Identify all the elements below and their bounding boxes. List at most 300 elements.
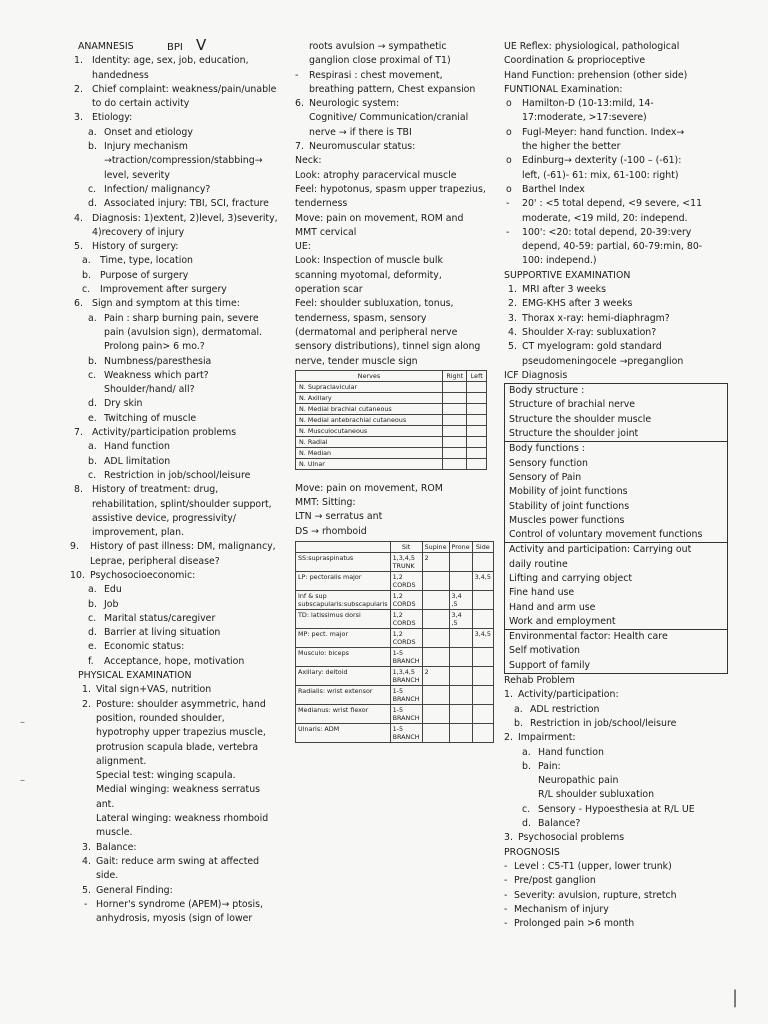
list-item-text: 17:moderate, >17:severe) (522, 112, 647, 124)
handwritten-mark: V (196, 36, 207, 54)
text-line: DS → rhomboid (295, 525, 367, 537)
left-cell (467, 436, 487, 447)
icf-section (505, 384, 727, 442)
mmt-cell (422, 724, 449, 743)
list-marker: e. (88, 412, 97, 424)
icf-item: Mobility of joint functions (509, 486, 628, 498)
right-cell (443, 414, 467, 425)
list-item-text: Pre/post ganglion (514, 875, 596, 887)
list-item-text: Weakness which part? (104, 369, 209, 381)
list-item-text: Prolonged pain >6 month (514, 918, 635, 930)
list-marker: b. (522, 760, 531, 772)
text-line: scanning myotomal, deformity, (295, 269, 442, 281)
list-marker: - (504, 903, 508, 915)
mmt-cell: 1,2 CORDS (390, 591, 422, 610)
icf-item: Structure of brachial nerve (509, 399, 636, 411)
list-item-text: hypotrophy upper trapezius muscle, (96, 727, 266, 739)
list-item-text: Activity/participation: (518, 689, 619, 701)
list-item (68, 83, 280, 112)
icf-section (505, 630, 727, 673)
list-marker: c. (82, 284, 91, 296)
list-marker: d. (522, 818, 531, 830)
list-item (68, 254, 280, 268)
mmt-cell (422, 610, 449, 629)
text-line: tenderness, spasm, sensory (295, 312, 427, 324)
table-row (296, 648, 494, 667)
left-cell (467, 414, 487, 425)
list-item-text: Numbness/paresthesia (104, 355, 212, 367)
list-item-text: EMG-KHS after 3 weeks (522, 298, 633, 310)
icf-item: Muscles power functions (509, 514, 625, 526)
list-item-text: ADL limitation (104, 455, 171, 467)
list-item-text: level, severity (104, 169, 170, 181)
text-line: UE Reflex: physiological, pathological (504, 41, 680, 52)
list-marker: c. (88, 612, 97, 624)
list-marker: 2. (82, 698, 91, 710)
list-item-text: History of treatment: drug, (92, 484, 219, 496)
mmt-cell (472, 610, 493, 629)
list-marker: 9. (70, 541, 79, 553)
list-item-text: Edu (104, 584, 122, 596)
list-item-text: Balance: (96, 841, 137, 853)
right-cell (443, 458, 467, 469)
icf-item: Sensory function (509, 457, 588, 469)
icf-item: Fine hand use (509, 587, 575, 599)
list-item (68, 183, 280, 197)
list-item (504, 731, 726, 745)
list-marker: 6. (74, 298, 83, 310)
list-item (504, 183, 726, 197)
list-item (68, 469, 280, 483)
list-item-text: Diagnosis: 1)extent, 2)level, 3)severity, (92, 212, 278, 224)
text-line: UE: (295, 241, 311, 253)
text-line: Move: pain on movement, ROM and (295, 212, 464, 224)
list-item (68, 111, 280, 125)
list-item-text: Posture: shoulder asymmetric, hand (96, 698, 266, 710)
mmt-cell (472, 724, 493, 743)
list-item-text: Purpose of surgery (100, 269, 189, 281)
list-marker: b. (88, 455, 97, 467)
column-anamnesis (68, 40, 280, 926)
text-line: Rehab Problem (504, 675, 575, 687)
table-row (296, 425, 487, 436)
text-line: Neck: (295, 155, 322, 167)
table-row (296, 610, 494, 629)
text-line: Move: pain on movement, ROM (295, 482, 443, 494)
list-item-text: Gait: reduce arm swing at affected (96, 855, 260, 867)
mmt-cell: Musculo: biceps (296, 648, 391, 667)
icf-item: Hand and arm use (509, 601, 596, 613)
list-item (504, 831, 726, 845)
list-item (504, 283, 726, 297)
list-item-text: the higher the better (522, 141, 621, 153)
list-item (504, 803, 726, 817)
list-marker: a. (88, 126, 97, 138)
table-row (296, 667, 494, 686)
mmt-cell: Inf & sup subscapularis:subscapularis (296, 591, 391, 610)
list-marker: a. (88, 584, 97, 596)
list-item (68, 412, 280, 426)
list-item (504, 154, 726, 183)
list-item (504, 903, 726, 917)
mmt-cell (449, 648, 472, 667)
text-line: Look: atrophy paracervical muscle (295, 169, 457, 181)
page-title: BPI (167, 42, 183, 53)
mmt-table (295, 541, 494, 743)
list-item-text: Associated injury: TBI, SCI, fracture (104, 198, 269, 210)
icf-diagnosis-box (504, 383, 728, 674)
list-item (504, 340, 726, 369)
nerve-name: N. Musculocutaneous (296, 425, 443, 436)
list-item-text: moderate, <19 mild, 20: independ. (522, 212, 688, 224)
list-item (68, 283, 280, 297)
mmt-cell (472, 686, 493, 705)
list-marker: - (506, 198, 510, 210)
list-item-text: Pain: (538, 760, 561, 772)
list-item (68, 212, 280, 241)
list-marker: - (504, 860, 508, 872)
mmt-cell (449, 705, 472, 724)
list-item-text: 20' : <5 total depend, <9 severe, <11 (522, 198, 703, 210)
table-row (296, 553, 494, 572)
list-item (504, 197, 726, 226)
list-marker: 1. (82, 684, 91, 696)
table-row (296, 381, 487, 392)
icf-item: Body functions : (509, 443, 585, 455)
text-line: operation scar (295, 284, 363, 296)
list-item-text: Acceptance, hope, motivation (104, 655, 245, 667)
list-item-text: Improvement after surgery (100, 284, 227, 296)
list-item-text: Sensory - Hypoesthesia at R/L UE (538, 803, 695, 815)
list-item (504, 297, 726, 311)
mmt-table-header (296, 542, 494, 553)
left-cell (467, 458, 487, 469)
mmt-cell: 3,4,5 (472, 629, 493, 648)
mmt-cell: 2 (422, 667, 449, 686)
list-item-text: Time, type, location (100, 255, 194, 267)
list-marker: a. (514, 703, 523, 715)
mmt-cell (472, 591, 493, 610)
list-item-text: Marital status/caregiver (104, 612, 216, 624)
list-item-text: Infection/ malignancy? (104, 183, 211, 195)
list-item (504, 688, 726, 702)
table-row (296, 414, 487, 425)
list-item-text: History of surgery: (92, 241, 179, 253)
mmt-cell: 1,3,4,5 TRUNK (390, 553, 422, 572)
mmt-cell: 3,4,5 (472, 572, 493, 591)
list-item-text: Onset and etiology (104, 126, 193, 138)
right-cell (443, 447, 467, 458)
margin-mark: | (732, 987, 739, 1008)
mmt-cell: 1,2 CORDS (390, 629, 422, 648)
mmt-cell (422, 648, 449, 667)
list-marker: 8. (74, 484, 83, 496)
list-marker: - (504, 889, 508, 901)
text-line: FUNTIONAL Examination: (504, 83, 623, 95)
mmt-col-header: Side (472, 542, 493, 553)
list-marker: 3. (504, 832, 513, 844)
mmt-cell (449, 553, 472, 572)
list-marker: f. (88, 655, 94, 667)
list-item-text: anhydrosis, myosis (sign of lower (96, 913, 253, 925)
list-marker: a. (522, 746, 531, 758)
list-item-text: General Finding: (96, 884, 173, 896)
list-marker: d. (88, 398, 97, 410)
list-item-text: nerve → if there is TBI (309, 126, 412, 138)
list-item-text: left, (-61)- 61: mix, 61-100: right) (522, 169, 679, 181)
list-item (295, 40, 495, 69)
list-item (504, 760, 726, 803)
list-item-text: muscle. (96, 827, 133, 839)
list-item-text: pseudomeningocele →preganglion (522, 355, 684, 367)
text-line: PROGNOSIS (504, 846, 560, 858)
table-row (296, 629, 494, 648)
list-item (68, 269, 280, 283)
icf-item: Stability of joint functions (509, 500, 630, 512)
list-marker: d. (88, 198, 97, 210)
list-item-text: Barthel Index (522, 183, 585, 195)
mmt-cell: 1,2 CORDS (390, 572, 422, 591)
list-item (68, 397, 280, 411)
list-item-text: Barrier at living situation (104, 627, 221, 639)
list-marker: - (84, 898, 88, 910)
mmt-cell (472, 648, 493, 667)
text-line: MMT: Sitting: (295, 497, 356, 509)
list-marker: b. (514, 717, 523, 729)
mmt-cell: 1-5 BRANCH (390, 686, 422, 705)
text-line: tenderness (295, 198, 348, 210)
nerve-name: N. Ulnar (296, 458, 443, 469)
mmt-cell: 1-5 BRANCH (390, 648, 422, 667)
list-item (504, 312, 726, 326)
list-item-text: Injury mechanism (104, 141, 188, 153)
mmt-cell: Radialis: wrist extensor (296, 686, 391, 705)
list-item-text: Sign and symptom at this time: (92, 298, 240, 310)
list-item-text: improvement, plan. (92, 527, 185, 539)
table-row (296, 436, 487, 447)
mmt-cell (472, 667, 493, 686)
mmt-cell (449, 629, 472, 648)
list-item (504, 226, 726, 269)
list-item (68, 698, 280, 841)
list-marker: 5. (508, 341, 517, 353)
list-item-text: Hamilton-D (10-13:mild, 14- (522, 98, 654, 110)
list-marker: 1. (508, 284, 517, 296)
right-cell (443, 381, 467, 392)
list-item (504, 97, 726, 126)
list-item (68, 583, 280, 597)
list-item (68, 540, 280, 569)
left-cell (467, 381, 487, 392)
right-cell (443, 425, 467, 436)
mmt-cell: 3,4 ,5 (449, 591, 472, 610)
list-item (68, 297, 280, 311)
list-item-text: CT myelogram: gold standard (522, 341, 662, 353)
list-marker: o (506, 98, 512, 110)
icf-item: Structure the shoulder muscle (509, 413, 652, 425)
list-item-text: Identity: age, sex, job, education, (92, 55, 249, 67)
list-marker: 7. (295, 141, 304, 153)
list-item (68, 626, 280, 640)
list-item (68, 898, 280, 927)
list-item-text: breathing pattern, Chest expansion (309, 83, 476, 95)
list-item (68, 640, 280, 654)
list-marker: 1. (504, 689, 513, 701)
list-marker: b. (88, 598, 97, 610)
functional-exam-text (504, 40, 726, 383)
text-line: ICF Diagnosis (504, 369, 568, 381)
list-item (68, 855, 280, 884)
mmt-cell (472, 705, 493, 724)
list-item (504, 703, 726, 717)
list-item (68, 140, 280, 183)
list-item (68, 655, 280, 669)
list-item-text: Economic status: (104, 641, 185, 653)
list-item-text: ADL restriction (530, 703, 600, 715)
text-line: Coordination & proprioceptive (504, 55, 646, 67)
list-marker: - (295, 69, 299, 81)
list-item-text: 100: independ.) (522, 255, 597, 267)
list-item (68, 683, 280, 697)
list-marker: 4. (74, 212, 83, 224)
list-marker: 3. (82, 841, 91, 853)
list-item (504, 126, 726, 155)
left-cell (467, 403, 487, 414)
icf-item: Support of family (509, 659, 590, 671)
list-item (504, 889, 726, 903)
list-item-text: to do certain activity (92, 98, 190, 110)
list-item-text: Respirasi : chest movement, (309, 69, 443, 81)
mmt-cell: LP: pectoralis major (296, 572, 391, 591)
list-item-text: Neurologic system: (309, 98, 400, 110)
list-item-text: Prolong pain> 6 mo.? (104, 341, 205, 353)
nerve-name: N. Axillary (296, 392, 443, 403)
list-marker: a. (88, 312, 97, 324)
mmt-cell: 3,4 ,5 (449, 610, 472, 629)
list-item-text: Edinburg→ dexterity (-100 – (-61): (522, 155, 682, 167)
list-item (68, 54, 280, 83)
list-item (68, 240, 280, 254)
list-item (68, 841, 280, 855)
list-item-text: Cognitive/ Communication/cranial (309, 112, 469, 124)
text-line: SUPPORTIVE EXAMINATION (504, 269, 631, 281)
list-item-text: rehabilitation, splint/shoulder support, (92, 498, 272, 510)
list-item-text: Neuropathic pain (538, 775, 619, 787)
left-cell (467, 425, 487, 436)
mmt-cell: 1-5 BRANCH (390, 705, 422, 724)
list-item (504, 874, 726, 888)
icf-item: Activity and participation: Carrying out (509, 544, 692, 556)
list-item-text: →traction/compression/stabbing→ (104, 155, 263, 167)
mmt-cell (449, 572, 472, 591)
nerve-name: N. Radial (296, 436, 443, 447)
text-line: nerve, tender muscle sign (295, 355, 418, 367)
list-marker: e. (88, 641, 97, 653)
table-row (296, 447, 487, 458)
list-item (68, 369, 280, 398)
list-item-text: Hand function (104, 441, 170, 453)
mmt-col-header: Supine (422, 542, 449, 553)
list-item-text: Shoulder X-ray: subluxation? (522, 326, 657, 338)
list-item-text: 100': <20: total depend, 20-39:very (522, 226, 692, 238)
neuro-exam-text (295, 40, 495, 369)
text-line: sensory distributions), tinnel sign along (295, 341, 481, 353)
icf-item: daily routine (509, 558, 568, 570)
mmt-cell: 2 (422, 553, 449, 572)
list-item-text: Horner's syndrome (APEM)→ ptosis, (96, 898, 264, 910)
table-row (296, 392, 487, 403)
list-item-text: Thorax x-ray: hemi-diaphragm? (522, 312, 670, 324)
text-line: Feel: shoulder subluxation, tonus, (295, 298, 454, 310)
list-marker: 2. (74, 83, 83, 95)
margin-mark: – (20, 775, 25, 786)
list-item (504, 717, 726, 731)
mmt-cell: TD: latissimus dorsi (296, 610, 391, 629)
list-item (504, 817, 726, 831)
mmt-cell: 1,2 CORDS (390, 610, 422, 629)
nerve-name: N. Supraclavicular (296, 381, 443, 392)
list-item-text: MRI after 3 weeks (522, 284, 606, 296)
mmt-cell: Medianus: wrist flexor (296, 705, 391, 724)
text-line: Feel: hypotonus, spasm upper trapezius, (295, 183, 486, 195)
list-item (68, 455, 280, 469)
icf-item: Sensory of Pain (509, 471, 582, 483)
nerve-name: N. Median (296, 447, 443, 458)
list-marker: b. (88, 355, 97, 367)
text-line: MMT cervical (295, 226, 357, 238)
list-item (68, 884, 280, 898)
section-heading: ANAMNESIS (78, 41, 134, 52)
list-item (504, 326, 726, 340)
list-item (68, 126, 280, 140)
list-item-text: Neuromuscular status: (309, 141, 416, 153)
list-item-text: ant. (96, 798, 115, 810)
list-marker: o (506, 155, 512, 167)
list-item-text: position, rounded shoulder, (96, 712, 225, 724)
list-item-text: Leprae, peripheral disease? (90, 555, 220, 567)
list-marker: c. (88, 469, 97, 481)
list-marker: 5. (82, 884, 91, 896)
list-marker: c. (88, 369, 97, 381)
list-item-text: Activity/participation problems (92, 427, 237, 439)
mmt-cell: MP: pect. major (296, 629, 391, 648)
list-marker: - (504, 918, 508, 930)
list-marker: 5. (74, 241, 83, 253)
table-row (296, 724, 494, 743)
mmt-cell: SS:supraspinatus (296, 553, 391, 572)
list-item (68, 426, 280, 440)
list-marker: d. (88, 627, 97, 639)
left-cell (467, 447, 487, 458)
mmt-cell: 1,3,4,5 BRANCH (390, 667, 422, 686)
right-cell (443, 403, 467, 414)
list-marker: c. (88, 183, 97, 195)
list-item-text: ganglion close proximal of T1) (309, 55, 451, 67)
list-item-text: Shoulder/hand/ all? (104, 384, 195, 396)
list-item-text: Chief complaint: weakness/pain/unable (92, 83, 277, 95)
list-item (68, 355, 280, 369)
list-item (68, 598, 280, 612)
icf-item: Lifting and carrying object (509, 572, 633, 584)
list-marker: 7. (74, 427, 83, 439)
mmt-cell: 1-5 BRANCH (390, 724, 422, 743)
list-item-text: Psychosocial problems (518, 832, 625, 844)
text-line: LTN → serratus ant (295, 511, 383, 523)
mmt-cell (422, 629, 449, 648)
list-marker: 6. (295, 98, 304, 110)
table-row (296, 572, 494, 591)
mmt-cell (449, 724, 472, 743)
